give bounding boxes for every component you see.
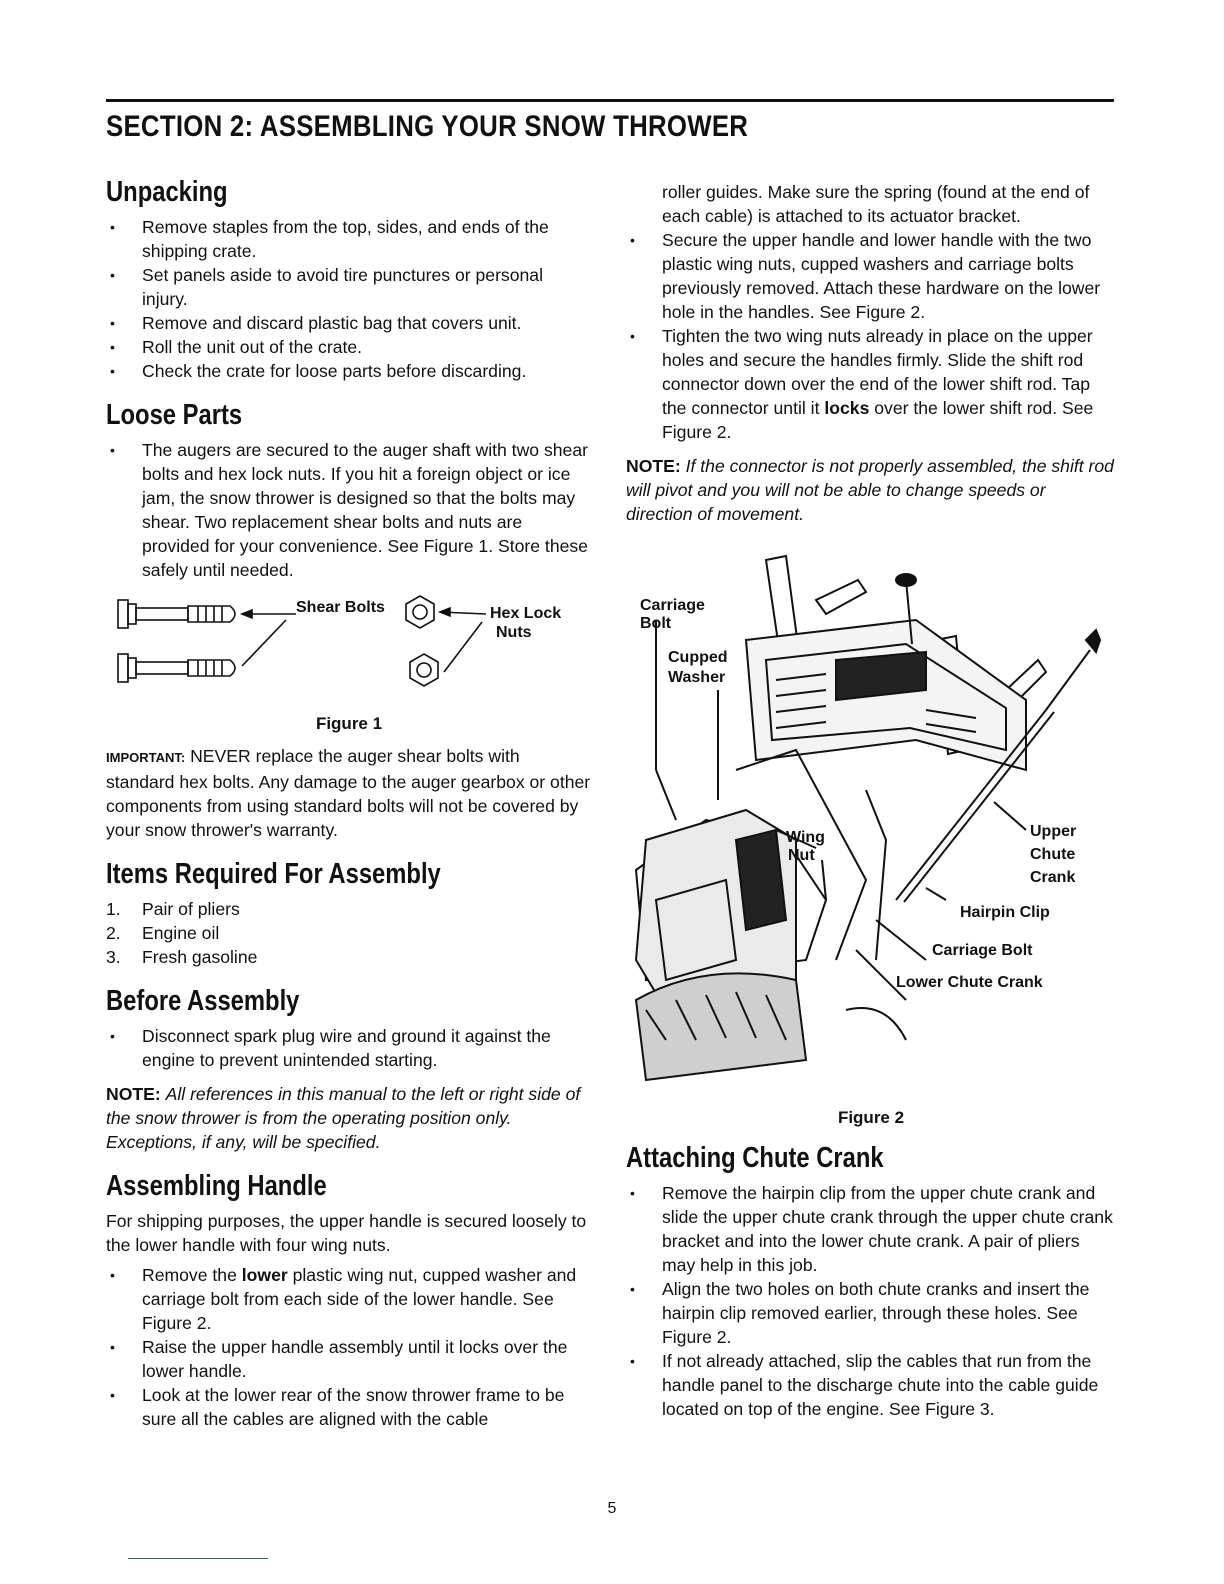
assembling-handle-section — [106, 1170, 592, 1431]
cupped-washer-label: Washer — [668, 669, 726, 686]
assembling-handle-list — [106, 1263, 592, 1431]
left-column — [106, 176, 592, 1447]
shear-bolt-icon — [118, 654, 235, 682]
item-text: Engine oil — [142, 923, 220, 943]
item-number: 3. — [106, 947, 121, 967]
list-item — [106, 1263, 592, 1335]
before-assembly-section — [106, 985, 592, 1154]
assembling-handle-intro: For shipping purposes, the upper handle is secured loosely to the lower handle with four wing nuts. — [106, 1211, 587, 1255]
item-emphasis: lower — [241, 1265, 288, 1285]
figure-2-caption: Figure 2 — [837, 1108, 905, 1127]
chute-crank-list — [626, 1181, 1116, 1421]
list-item: • Remove the hairpin clip from the upper chute crank and slide the upper chute crank through the upper chute crank bracket and into the lower chute crank. A pair of pliers may help in this job. — [626, 1181, 1116, 1277]
item-text: Tighten the two wing nuts already in place on the upper holes and secure the handles firmly. Slide the shift rod connector down over the end of the lower shift rod. Tap the connector until it — [662, 326, 1093, 418]
hairpin-clip-label: Hairpin Clip — [960, 904, 1050, 921]
continuation-text: roller guides. Make sure the spring (found at the end of each cable) is attached to its actuator bracket. — [662, 182, 1090, 226]
before-assembly-heading: Before Assembly — [106, 985, 300, 1017]
list-item — [626, 324, 1116, 444]
carriage-bolt-label: Carriage Bolt — [932, 942, 1033, 959]
upper-chute-crank-label: Upper — [1030, 823, 1077, 840]
upper-chute-crank-label: Chute — [1030, 846, 1076, 863]
list-item: • Check the crate for loose parts before discarding. — [106, 359, 592, 383]
hex-nut-icon — [410, 654, 438, 686]
unpacking-section — [106, 176, 592, 383]
snow-thrower-handle-illustration — [626, 540, 1116, 1090]
lower-chute-crank-label: Lower Chute Crank — [896, 974, 1043, 991]
list-item: • The augers are secured to the auger shaft with two shear bolts and hex lock nuts. If you hit a foreign object or ice jam, the snow thrower is designed so that the bolts may shear. Two replacement shear bolts and nuts are provided for your convenience. See Figure 1. Store these safely until needed. — [106, 438, 592, 582]
assembling-handle-heading: Assembling Handle — [106, 1170, 327, 1202]
note — [626, 454, 1116, 526]
items-required-section — [106, 858, 592, 969]
items-required-list — [106, 897, 592, 969]
item-text: Pair of pliers — [142, 899, 240, 919]
attaching-chute-crank-section — [626, 1142, 1116, 1421]
hex-lock-label: Hex Lock — [490, 605, 562, 622]
list-item: • Align the two holes on both chute cranks and insert the hairpin clip removed earlier, through these holes. See Figure 2. — [626, 1277, 1116, 1349]
page-number: 5 — [607, 1500, 617, 1517]
item-number: 2. — [106, 923, 121, 943]
right-column — [626, 180, 1116, 1437]
items-required-heading: Items Required For Assembly — [106, 858, 441, 890]
loose-parts-section — [106, 399, 592, 842]
item-emphasis: locks — [824, 398, 870, 418]
list-item — [106, 945, 592, 969]
before-assembly-list — [106, 1024, 592, 1072]
note-text: If the connector is not properly assembled, the shift rod will pivot and you will not be able to change speeds or direction of movement. — [626, 456, 1114, 524]
hex-nut-icon — [406, 596, 434, 628]
wing-nut-label: Wing — [786, 829, 825, 846]
unpacking-list — [106, 215, 592, 383]
shear-bolts-label: Shear Bolts — [296, 599, 385, 616]
list-item — [106, 897, 592, 921]
handle-steps-list — [626, 228, 1116, 444]
important-label: IMPORTANT: — [106, 750, 186, 765]
item-text: Remove the — [142, 1265, 242, 1285]
list-item — [106, 921, 592, 945]
list-item: • Raise the upper handle assembly until it locks over the lower handle. — [106, 1335, 592, 1383]
carriage-bolt-label: Carriage — [640, 597, 705, 614]
footer-rule — [128, 1558, 268, 1559]
note-text: All references in this manual to the left or right side of the snow thrower is from the operating position only. Exceptions, if any, will be specified. — [106, 1084, 581, 1152]
figure-1-caption: Figure 1 — [315, 714, 383, 733]
list-item: • Set panels aside to avoid tire punctures or personal injury. — [106, 263, 592, 311]
unpacking-heading: Unpacking — [106, 176, 228, 208]
wing-nut-label: Nut — [788, 847, 815, 864]
important-text: NEVER replace the auger shear bolts with standard hex bolts. Any damage to the auger gearbox or other components from using standard bolts will not be covered by your snow thrower's warranty. — [106, 746, 591, 840]
item-text: Fresh gasoline — [142, 947, 258, 967]
list-item: • Roll the unit out of the crate. — [106, 335, 592, 359]
list-item: • If not already attached, slip the cables that run from the handle panel to the discharge chute into the cable guide located on top of the engine. See Figure 3. — [626, 1349, 1116, 1421]
carriage-bolt-label: Bolt — [640, 615, 672, 632]
item-text: over the lower shift rod. See Figure 2. — [662, 398, 1094, 442]
note — [106, 1082, 592, 1154]
note-label: NOTE: — [106, 1084, 161, 1104]
list-item: • Remove staples from the top, sides, and ends of the shipping crate. — [106, 215, 592, 263]
loose-parts-heading: Loose Parts — [106, 399, 243, 431]
note-label: NOTE: — [626, 456, 681, 476]
nuts-label: Nuts — [496, 624, 532, 641]
section-title: SECTION 2: ASSEMBLING YOUR SNOW THROWER — [106, 110, 749, 143]
attaching-chute-crank-heading: Attaching Chute Crank — [626, 1142, 884, 1174]
header-rule — [106, 99, 1114, 102]
cupped-washer-label: Cupped — [668, 649, 728, 666]
list-item: • Remove and discard plastic bag that covers unit. — [106, 311, 592, 335]
figure-1 — [106, 590, 592, 708]
loose-parts-list — [106, 438, 592, 582]
item-number: 1. — [106, 899, 121, 919]
list-item: • Secure the upper handle and lower handle with the two plastic wing nuts, cupped washers and carriage bolts previously removed. Attach these hardware on the lower hole in the handles. See Figure 2. — [626, 228, 1116, 324]
item-text: plastic wing nut, cupped washer and carriage bolt from each side of the lower handle. See Figure 2. — [142, 1265, 577, 1333]
important-note — [106, 744, 592, 842]
shear-bolt-icon — [118, 600, 235, 628]
figure-2 — [626, 540, 1116, 1100]
upper-chute-crank-label: Crank — [1030, 869, 1076, 886]
list-item: • Disconnect spark plug wire and ground it against the engine to prevent unintended starting. — [106, 1024, 592, 1072]
list-item: • Look at the lower rear of the snow thrower frame to be sure all the cables are aligned with the cable — [106, 1383, 592, 1431]
